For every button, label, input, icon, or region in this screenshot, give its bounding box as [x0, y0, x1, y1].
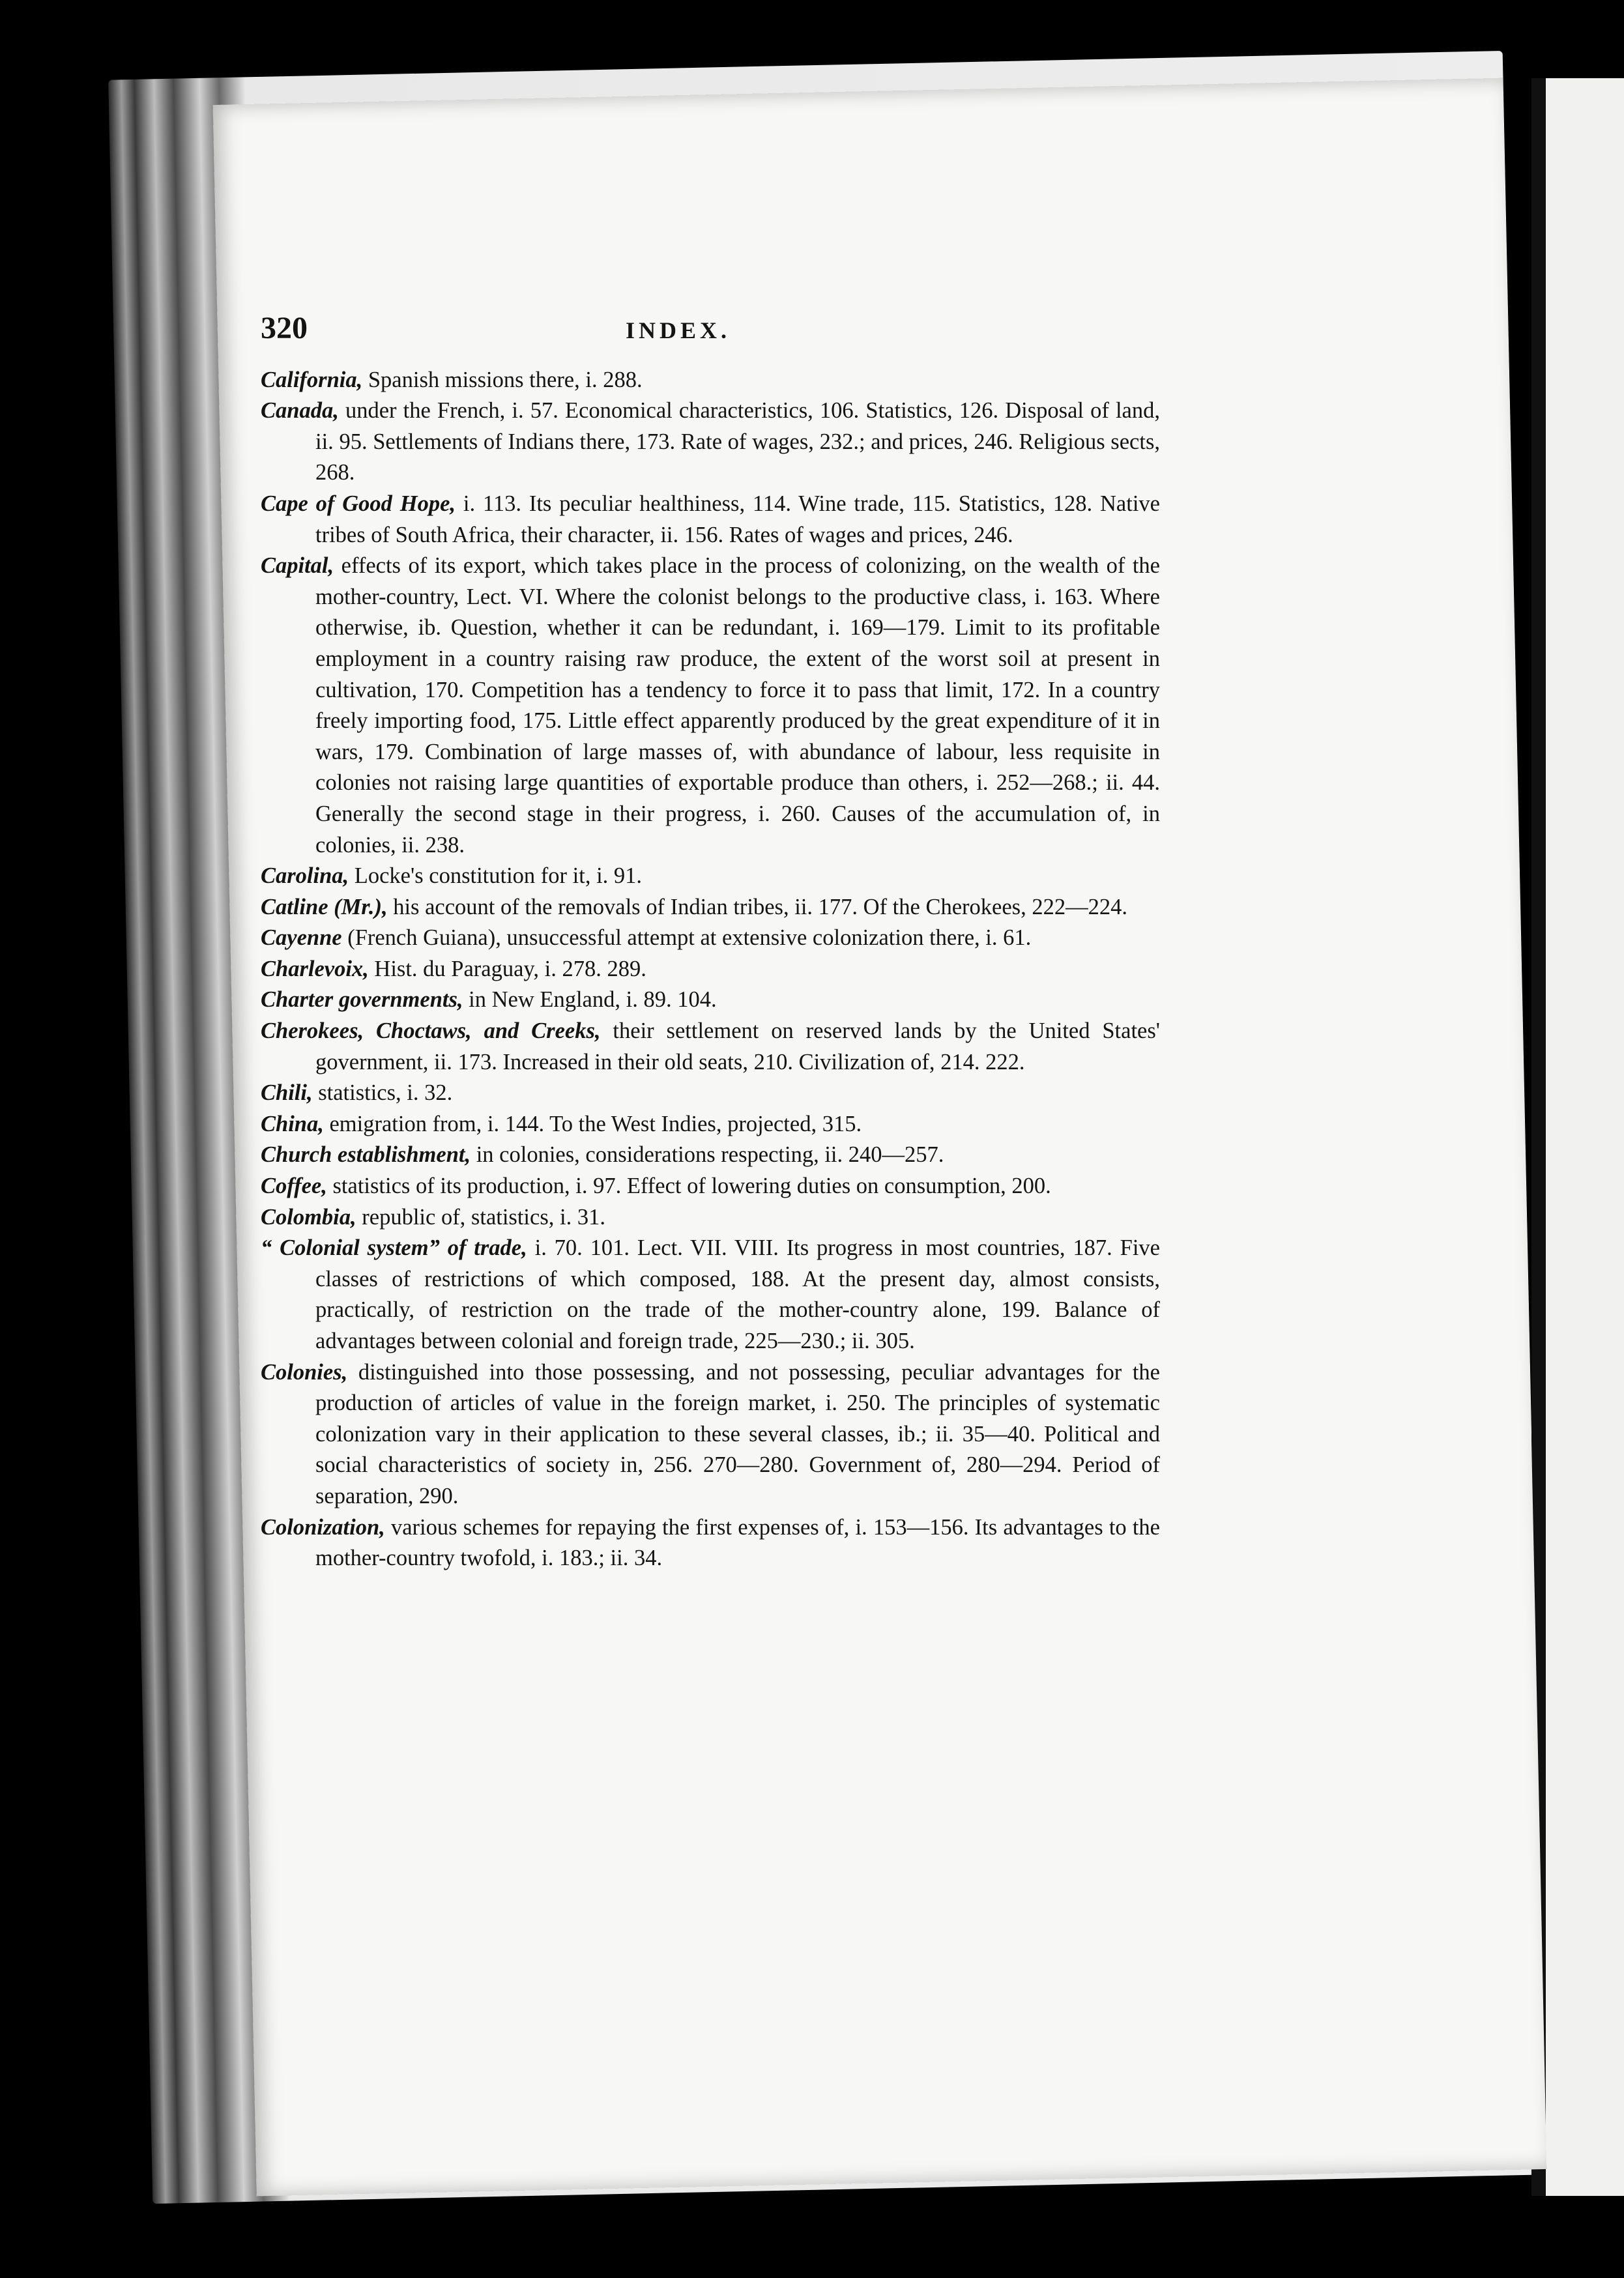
index-entry: [261, 396, 1160, 489]
page-header: [261, 313, 1160, 347]
entry-text: Locke's constitution for it, i. 91.: [349, 863, 643, 889]
index-entry: [261, 985, 1160, 1016]
index-entry: [261, 954, 1160, 985]
index-entry: [261, 1233, 1160, 1357]
page-number: 320: [261, 311, 308, 345]
entry-headword: Charter governments,: [261, 987, 463, 1013]
entry-text: their settlement on reserved lands by the United States' government, ii. 173. Increased in their old seats, 210. Civilization of, 214. 222.: [315, 1018, 1160, 1074]
page-content: [261, 313, 1160, 1574]
entry-text: in New England, i. 89. 104.: [463, 987, 717, 1013]
entry-headword: Coffee,: [261, 1174, 327, 1199]
index-entry: [261, 1016, 1160, 1078]
index-entries: [261, 365, 1160, 1574]
entry-text: under the French, i. 57. Economical characteristics, 106. Statistics, 126. Disposal of land, ii. 95. Settlements of Indians there, 173. Rate of wages, 232.; and prices, 246. Religious sects, 268.: [315, 398, 1160, 485]
entry-text: Spanish missions there, i. 288.: [362, 367, 643, 392]
entry-headword: Chili,: [261, 1080, 313, 1106]
entry-headword: “ Colonial system” of trade,: [261, 1235, 527, 1261]
entry-headword: Charlevoix,: [261, 956, 369, 981]
entry-text: various schemes for repaying the first expenses of, i. 153—156. Its advantages to the mother-country twofold, i. 183.; ii. 34.: [315, 1514, 1160, 1571]
index-entry: [261, 1078, 1160, 1109]
entry-headword: Cayenne: [261, 925, 342, 951]
index-entry: [261, 892, 1160, 923]
facing-page-edge: [1531, 78, 1624, 2196]
entry-text: republic of, statistics, i. 31.: [356, 1204, 605, 1230]
index-entry: [261, 1171, 1160, 1202]
entry-text: statistics, i. 32.: [312, 1080, 453, 1106]
entry-text: his account of the removals of Indian tribes, ii. 177. Of the Cherokees, 222—224.: [387, 894, 1127, 919]
entry-text: Hist. du Paraguay, i. 278. 289.: [368, 956, 646, 981]
entry-headword: Colombia,: [261, 1204, 356, 1230]
entry-headword: Canada,: [261, 398, 339, 424]
entry-headword: California,: [261, 367, 363, 392]
entry-headword: Cherokees, Choctaws, and Creeks,: [261, 1018, 601, 1044]
entry-text: statistics of its production, i. 97. Effect of lowering duties on consumption, 200.: [326, 1174, 1051, 1199]
running-head: INDEX.: [626, 317, 731, 343]
entry-text: i. 113. Its peculiar healthiness, 114. Wine trade, 115. Statistics, 128. Native tribes of South Africa, their character, ii. 156. Rates of wages and prices, 246.: [315, 491, 1160, 547]
index-entry: [261, 365, 1160, 396]
index-entry: [261, 489, 1160, 551]
index-entry: [261, 1202, 1160, 1233]
entry-headword: Church establishment,: [261, 1142, 471, 1168]
entry-headword: Capital,: [261, 553, 334, 579]
index-entry: [261, 861, 1160, 892]
entry-text: effects of its export, which takes place in the process of colonizing, on the wealth of the mother-country, Lect. VI. Where the colonist belongs to the productive class, i. 163. Where otherwise, ib. Question, whether it can be redundant, i. 169—179. Limit to its profitable employment in a country raising raw produce, the extent of the worst soil at present in cultivation, 170. Competition has a tendency to force it to pass that limit, 172. In a country freely importing food, 175. Little effect apparently produced by the great expenditure of it in wars, 179. Combination of large masses of, with abundance of labour, less requisite in colonies not raising large quantities of exportable produce than others, i. 252—268.; ii. 44. Generally the second stage in their progress, i. 260. Causes of the accumulation of, in colonies, ii. 238.: [315, 553, 1160, 858]
entry-text: distinguished into those possessing, and not possessing, peculiar advantages for the production of articles of value in the foreign market, i. 250. The principles of systematic colonization vary in their application to these several classes, ib.; ii. 35—40. Political and social characteristics of society in, 256. 270—280. Government of, 280—294. Period of separation, 290.: [315, 1359, 1160, 1508]
index-entry: [261, 1140, 1160, 1171]
entry-headword: Colonies,: [261, 1359, 348, 1385]
index-entry: [261, 923, 1160, 954]
entry-text: i. 70. 101. Lect. VII. VIII. Its progress in most countries, 187. Five classes of restrictions of which composed, 188. At the present day, almost consists, practically, of restriction on the trade of the mother-country alone, 199. Balance of advantages between colonial and foreign trade, 225—230.; ii. 305.: [315, 1235, 1160, 1353]
index-entry: [261, 551, 1160, 861]
entry-headword: Catline (Mr.),: [261, 894, 388, 919]
entry-headword: Cape of Good Hope,: [261, 491, 456, 516]
entry-headword: China,: [261, 1111, 324, 1136]
entry-text: (French Guiana), unsuccessful attempt at extensive colonization there, i. 61.: [341, 925, 1032, 951]
index-entry: [261, 1357, 1160, 1512]
index-entry: [261, 1512, 1160, 1574]
entry-headword: Carolina,: [261, 863, 349, 889]
index-entry: [261, 1109, 1160, 1140]
entry-text: emigration from, i. 144. To the West Indies, projected, 315.: [323, 1111, 862, 1136]
entry-headword: Colonization,: [261, 1514, 385, 1540]
entry-text: in colonies, considerations respecting, ii. 240—257.: [471, 1142, 944, 1168]
